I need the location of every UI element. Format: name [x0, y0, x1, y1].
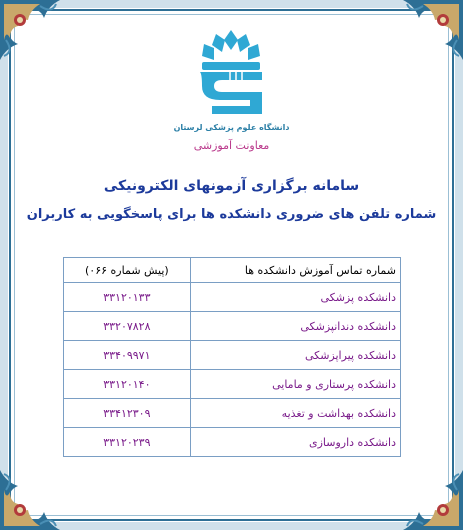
corner-ornament-top-right	[385, 0, 463, 78]
university-logo-icon	[192, 28, 270, 122]
faculty-name: دانشکده پرستاری و مامایی	[190, 370, 400, 399]
university-name: دانشگاه علوم پزشکی لرستان	[173, 123, 290, 132]
department-name: معاونت آموزشی	[193, 139, 270, 152]
header-name: شماره تماس آموزش دانشکده ها	[190, 258, 400, 283]
table-row	[64, 428, 401, 457]
phone-number: ۳۳۴۰۹۹۷۱	[64, 341, 191, 370]
header-phone: (پیش شماره ۰۶۶)	[64, 258, 191, 283]
table-row	[64, 370, 401, 399]
corner-ornament-bottom-left	[0, 452, 78, 530]
phone-number: ۳۳۱۲۰۱۴۰	[64, 370, 191, 399]
table-header-row	[64, 258, 401, 283]
corner-ornament-bottom-right	[385, 452, 463, 530]
page-title: سامانه برگزاری آزمونهای الکترونیکی	[103, 178, 360, 194]
table-row	[64, 283, 401, 312]
faculty-name: دانشکده داروسازی	[190, 428, 400, 457]
table-row	[64, 399, 401, 428]
faculty-name: دانشکده پیراپزشکی	[190, 341, 400, 370]
page-subtitle: شماره تلفن های ضروری دانشکده ها برای پاسخگویی به کاربران	[26, 207, 437, 222]
faculty-name: دانشکده دندانپزشکی	[190, 312, 400, 341]
table-row	[64, 341, 401, 370]
faculty-name: دانشکده پزشکی	[190, 283, 400, 312]
phone-number: ۳۳۱۲۰۱۳۳	[64, 283, 191, 312]
phone-number: ۳۳۲۰۷۸۲۸	[64, 312, 191, 341]
faculty-name: دانشکده بهداشت و تغذیه	[190, 399, 400, 428]
corner-ornament-top-left	[0, 0, 78, 78]
phone-number: ۳۳۴۱۲۳۰۹	[64, 399, 191, 428]
phone-number: ۳۳۱۲۰۲۳۹	[64, 428, 191, 457]
contacts-table	[63, 257, 401, 457]
table-row	[64, 312, 401, 341]
